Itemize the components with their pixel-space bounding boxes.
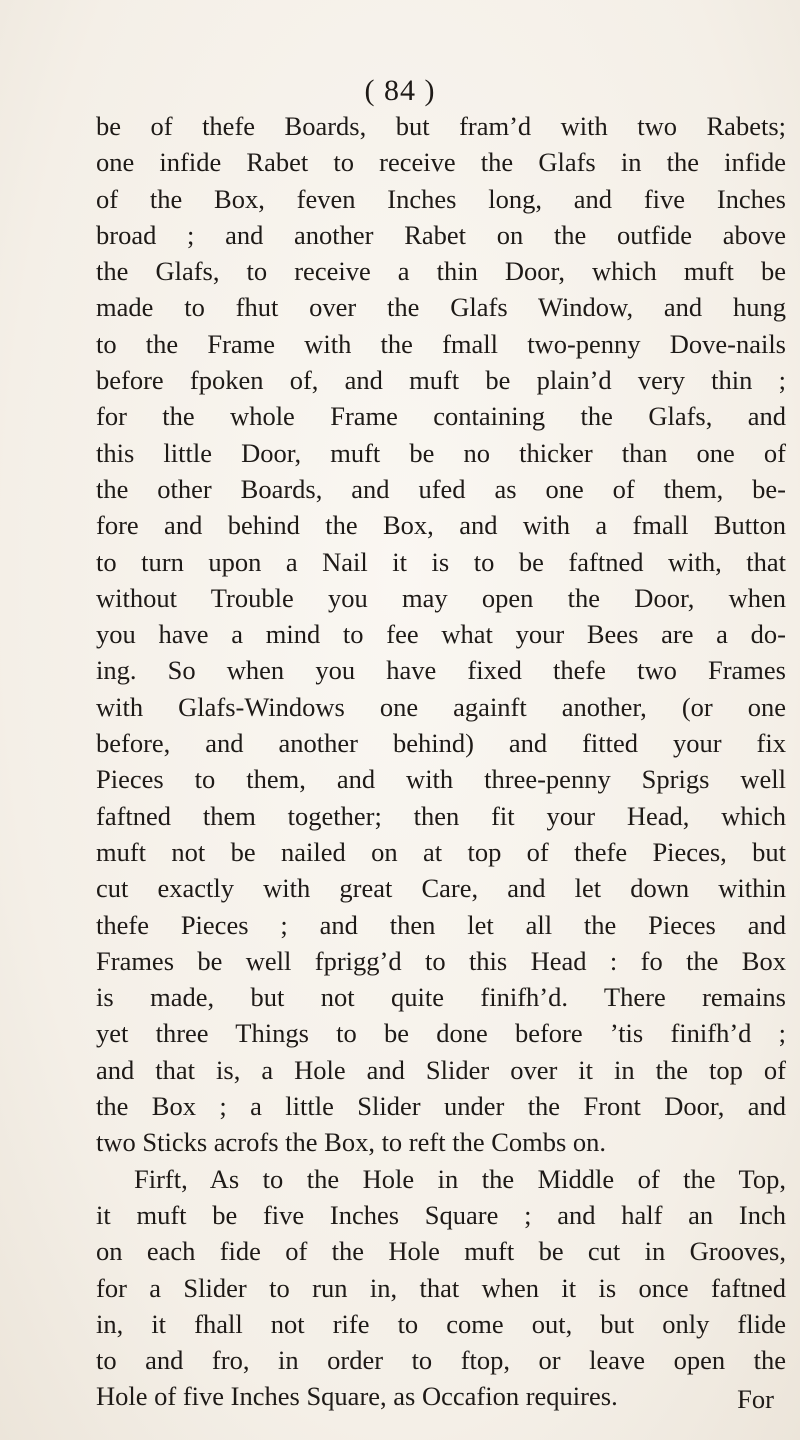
catchword: For [737,1384,774,1414]
text-line: yet three Things to be done before ’tis finifh’d ; [96,1018,786,1049]
text-line: fore and behind the Box, and with a fmall Button [96,510,786,541]
text-line: Firft, As to the Hole in the Middle of the Top, [134,1163,786,1194]
body-text [96,108,786,1415]
text-line: the Box ; a little Slider under the Front Door, and [96,1091,786,1122]
text-line: made to fhut over the Glafs Window, and hung [96,292,786,323]
text-line: one infide Rabet to receive the Glafs in the infide [96,147,786,178]
text-line: before fpoken of, and muft be plain’d very thin ; [96,365,786,396]
text-line: to the Frame with the fmall two-penny Dove-nails [96,328,786,359]
text-line: you have a mind to fee what your Bees are a do- [96,619,786,650]
text-line: Pieces to them, and with three-penny Sprigs well [96,764,786,795]
text-line: this little Door, muft be no thicker than one of [96,437,786,468]
text-line: is made, but not quite finifh’d. There remains [96,982,786,1013]
text-line: on each fide of the Hole muft be cut in Grooves, [96,1236,786,1267]
text-line: Frames be well fprigg’d to this Head : fo the Box [96,945,786,976]
text-line: faftned them together; then fit your Head, which [96,800,786,831]
text-line: to and fro, in order to ftop, or leave open the [96,1345,786,1376]
text-line: cut exactly with great Care, and let down within [96,873,786,904]
text-line: Hole of five Inches Square, as Occafion requires. [96,1381,618,1412]
text-line: muft not be nailed on at top of thefe Pieces, but [96,836,786,867]
text-line: with Glafs-Windows one againft another, (or one [96,691,786,722]
text-line: and that is, a Hole and Slider over it in the top of [96,1054,786,1085]
text-line: to turn upon a Nail it is to be faftned with, that [96,546,786,577]
text-line: broad ; and another Rabet on the outfide above [96,219,786,250]
text-line: be of thefe Boards, but fram’d with two Rabets; [96,111,786,141]
text-line: before, and another behind) and fitted your fix [96,728,786,759]
text-line: ing. So when you have fixed thefe two Frames [96,655,786,686]
text-line: for the whole Frame containing the Glafs, and [96,401,786,432]
text-line: the Glafs, to receive a thin Door, which muft be [96,256,786,287]
text-line: in, it fhall not rife to come out, but only flide [96,1308,786,1339]
text-line: for a Slider to run in, that when it is once faftned [96,1272,786,1303]
text-line: without Trouble you may open the Door, when [96,582,786,613]
text-line: it muft be five Inches Square ; and half an Inch [96,1199,786,1230]
text-line: two Sticks acrofs the Box, to reft the Combs on. [96,1127,607,1158]
text-line: thefe Pieces ; and then let all the Pieces and [96,909,786,940]
text-line: of the Box, feven Inches long, and five Inches [96,183,786,214]
text-line: the other Boards, and ufed as one of them, be- [96,473,786,504]
page-number: ( 84 ) [364,74,436,107]
